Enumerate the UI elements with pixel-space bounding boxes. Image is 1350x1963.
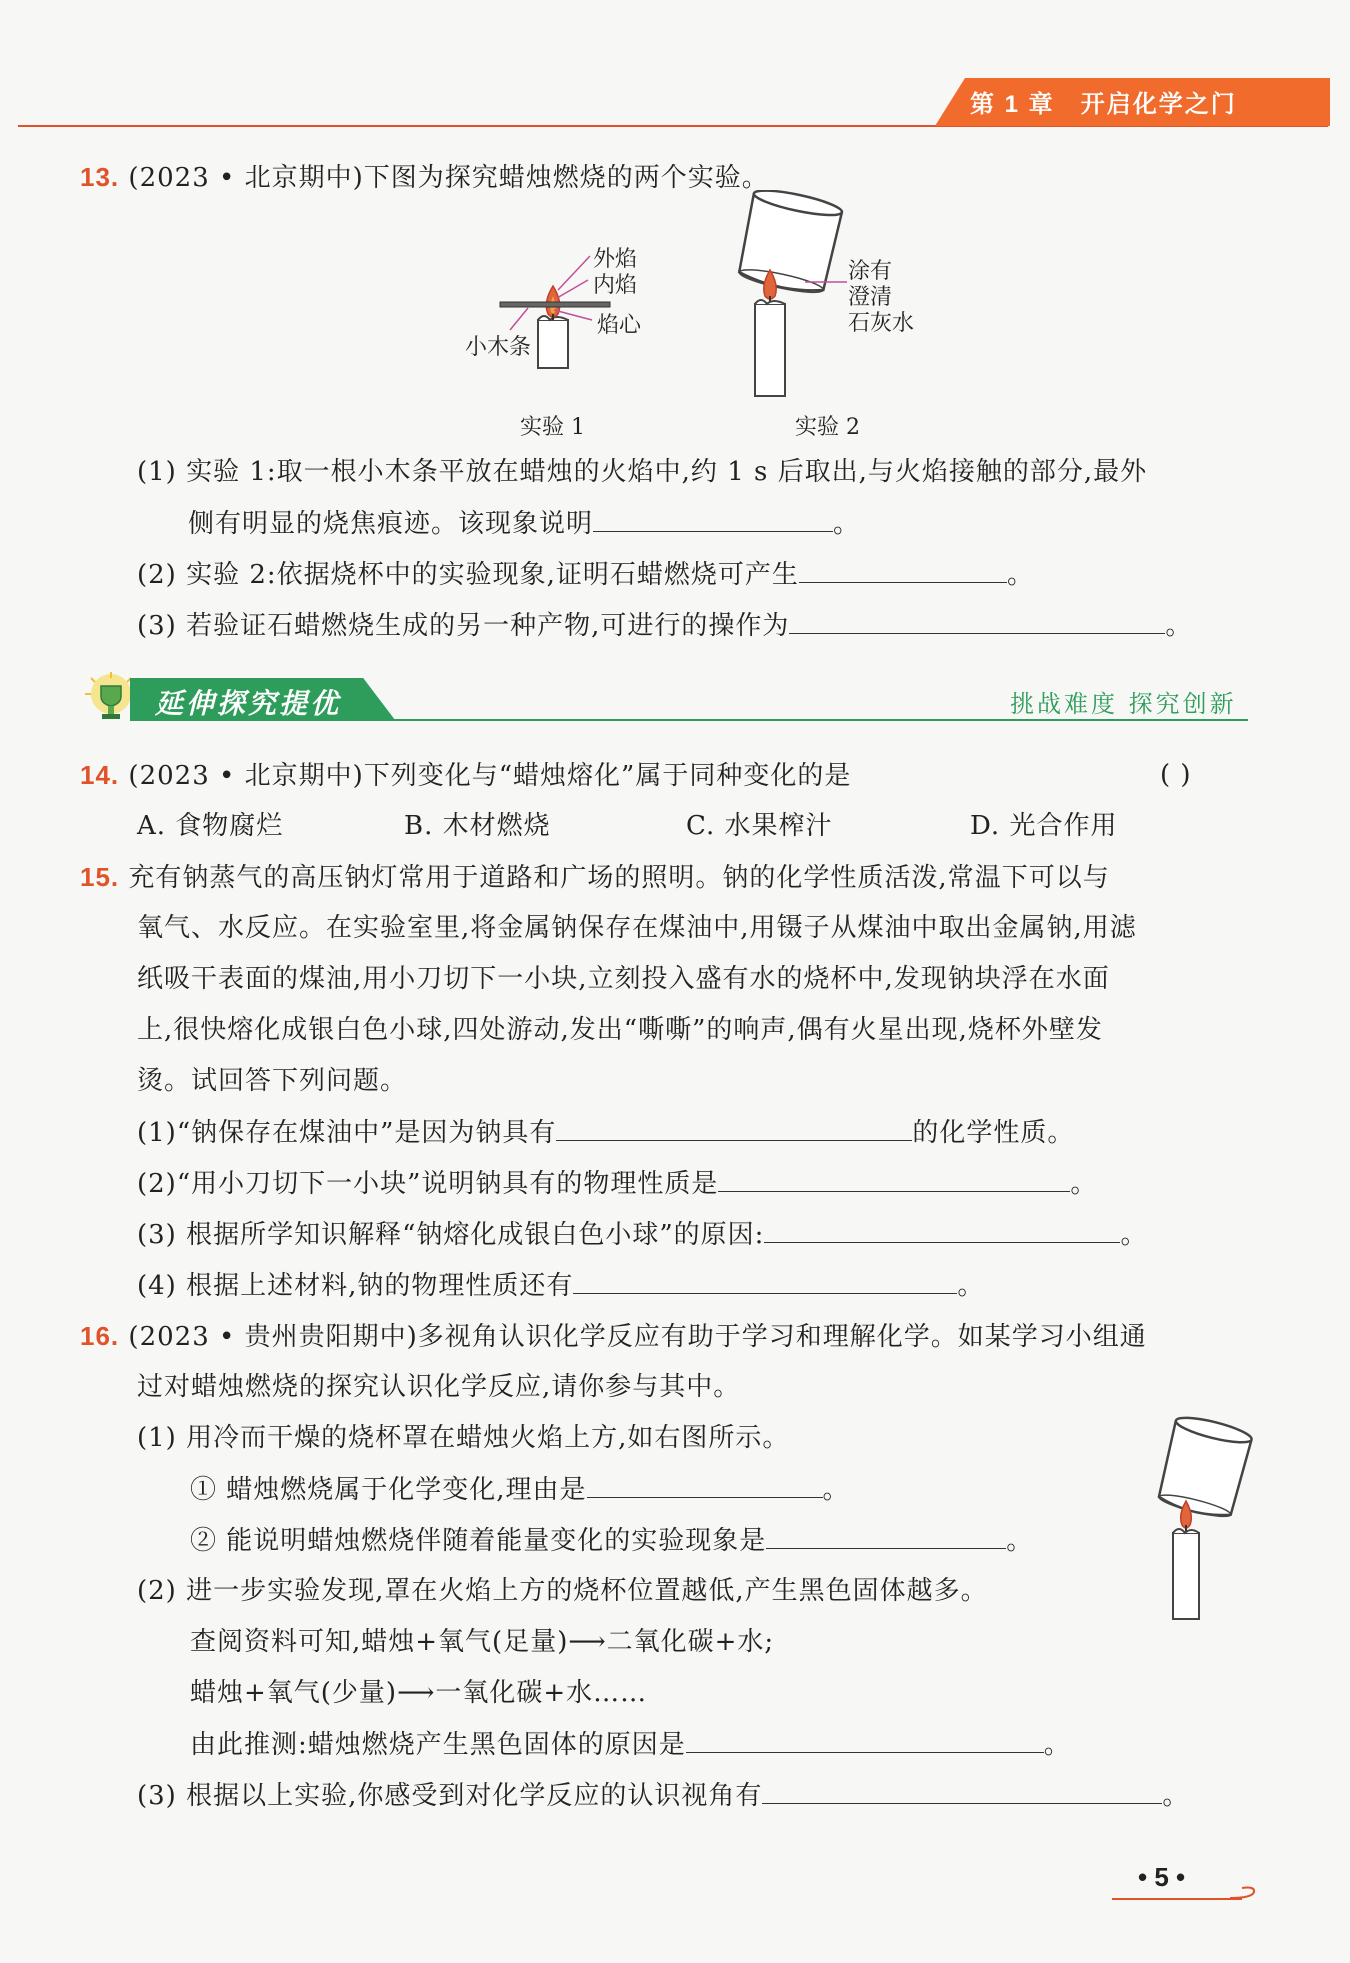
q16-part1-b (190, 1523, 1033, 1558)
q13-stem: 下图为探究蜡烛燃烧的两个实验。 (363, 163, 769, 193)
answer-blank[interactable] (587, 1472, 823, 1498)
q16-part2-inference (190, 1727, 1071, 1762)
q13-number: 13. (80, 162, 120, 192)
q15-part4 (137, 1268, 984, 1303)
period: 。 (957, 1271, 985, 1301)
q15-line1 (80, 860, 1110, 895)
q16-part3-text: (3) 根据以上实验,你感受到对化学反应的认识视角有 (137, 1781, 763, 1811)
q16-stem-line2: 过对蜡烛燃烧的探究认识化学反应,请你参与其中。 (137, 1372, 741, 1402)
answer-blank[interactable] (593, 506, 833, 532)
q16-part2-inference-text: 由此推测:蜡烛燃烧产生黑色固体的原因是 (190, 1730, 686, 1760)
label-limewater: 石灰水 (848, 311, 915, 336)
label-wood-stick: 小木条 (465, 335, 532, 360)
q15-part3 (137, 1217, 1147, 1252)
q14-option-d[interactable]: D. 光合作用 (970, 811, 1118, 841)
q16-header (80, 1319, 1147, 1354)
q16-number: 16. (80, 1321, 120, 1351)
q16-part1-b-text: ② 能说明蜡烛燃烧伴随着能量变化的实验现象是 (190, 1526, 767, 1556)
period: 。 (1120, 1220, 1148, 1250)
answer-blank[interactable] (764, 1217, 1120, 1243)
label-clear: 澄清 (848, 285, 893, 310)
q15-part2 (137, 1166, 1097, 1201)
chapter-heading (970, 84, 1237, 119)
beaker-over-candle-figure (1150, 1415, 1260, 1625)
q13-source: (2023 • 北京期中) (128, 163, 364, 193)
q15-line2: 氧气、水反应。在实验室里,将金属钠保存在煤油中,用镊子从煤油中取出金属钠,用滤 (137, 913, 1137, 943)
label-coated: 涂有 (848, 259, 893, 284)
q16-stem: 多视角认识化学反应有助于学习和理解化学。如某学习小组通 (417, 1322, 1147, 1352)
page-number: • 5 • (1138, 1862, 1186, 1892)
q16-part1: (1) 用冷而干燥的烧杯罩在蜡烛火焰上方,如右图所示。 (137, 1423, 790, 1453)
chapter-title: 开启化学之门 (1080, 91, 1237, 118)
q15-part1 (137, 1115, 1074, 1150)
experiment-1-caption: 实验 1 (520, 415, 585, 440)
q16-part1-a-text: ① 蜡烛燃烧属于化学变化,理由是 (190, 1475, 587, 1505)
q14-answer-paren[interactable]: ( ) (1160, 760, 1192, 790)
q13-part1-text: 侧有明显的烧焦痕迹。该现象说明 (188, 509, 594, 539)
answer-blank[interactable] (789, 608, 1165, 634)
label-flame-core: 焰心 (597, 313, 642, 338)
period: 。 (1165, 611, 1193, 641)
q15-line5: 烫。试回答下列问题。 (137, 1066, 408, 1096)
period: 。 (822, 1475, 850, 1505)
q15-part4-text: (4) 根据上述材料,钠的物理性质还有 (137, 1271, 574, 1301)
q15-part1-tail: 的化学性质。 (912, 1118, 1075, 1148)
q16-part2-equation2: 蜡烛+氧气(少量)⟶一氧化碳+水…… (190, 1678, 648, 1708)
period: 。 (833, 509, 861, 539)
wood-stick (500, 302, 610, 307)
q15-line3: 纸吸干表面的煤油,用小刀切下一小块,立刻投入盛有水的烧杯中,发现钠块浮在水面 (137, 964, 1110, 994)
inverted-beaker (736, 190, 844, 297)
period: 。 (1070, 1169, 1098, 1199)
q15-part1-text: (1)“钠保存在煤油中”是因为钠具有 (137, 1118, 557, 1148)
q14-number: 14. (80, 760, 120, 790)
experiment-2-figure (725, 190, 855, 400)
q13-part2-text: (2) 实验 2:依据烧杯中的实验现象,证明石蜡燃烧可产生 (137, 560, 799, 590)
q14-source: (2023 • 北京期中) (128, 761, 364, 791)
q14-option-c[interactable]: C. 水果榨汁 (686, 811, 833, 841)
candle-body-2 (755, 304, 785, 396)
answer-blank[interactable] (556, 1115, 912, 1141)
section-tagline: 挑战难度 探究创新 (1010, 690, 1237, 718)
q15-text: 充有钠蒸气的高压钠灯常用于道路和广场的照明。钠的化学性质活泼,常温下可以与 (128, 863, 1110, 893)
section-title: 延伸探究提优 (155, 688, 342, 719)
q14-header (80, 758, 851, 793)
q13-part2 (137, 557, 1034, 592)
answer-blank[interactable] (686, 1727, 1044, 1753)
answer-blank[interactable] (573, 1268, 957, 1294)
candle-body (538, 320, 568, 368)
q14-stem: 下列变化与“蜡烛熔化”属于同种变化的是 (363, 761, 852, 791)
q13-part1-line2 (188, 506, 860, 541)
period: 。 (1006, 560, 1034, 590)
period: 。 (1043, 1730, 1071, 1760)
q15-part3-text: (3) 根据所学知识解释“钠熔化成银白色小球”的原因: (137, 1220, 765, 1250)
q13-part3 (137, 608, 1192, 643)
experiment-2-caption: 实验 2 (795, 415, 860, 440)
answer-blank[interactable] (766, 1523, 1006, 1549)
q15-part2-text: (2)“用小刀切下一小块”说明钠具有的物理性质是 (137, 1169, 719, 1199)
q16-part2: (2) 进一步实验发现,罩在火焰上方的烧杯位置越低,产生黑色固体越多。 (137, 1576, 988, 1606)
section-rule (130, 719, 1248, 721)
q16-part3 (137, 1778, 1189, 1813)
period: 。 (1162, 1781, 1190, 1811)
trophy-icon (85, 672, 137, 726)
page-curl-icon (1230, 1884, 1260, 1904)
q14-option-b[interactable]: B. 木材燃烧 (404, 811, 551, 841)
q16-part1-a (190, 1472, 850, 1507)
q14-option-a[interactable]: A. 食物腐烂 (137, 811, 284, 841)
q15-number: 15. (80, 862, 120, 892)
answer-blank[interactable] (718, 1166, 1070, 1192)
q16-source: (2023 • 贵州贵阳期中) (128, 1322, 418, 1352)
label-inner-flame: 内焰 (593, 273, 638, 298)
answer-blank[interactable] (762, 1778, 1162, 1804)
q13-part3-text: (3) 若验证石蜡燃烧生成的另一种产物,可进行的操作为 (137, 611, 790, 641)
page-number-rule (1112, 1898, 1242, 1900)
chapter-number: 第 1 章 (970, 91, 1055, 118)
q13-part1-line1: (1) 实验 1:取一根小木条平放在蜡烛的火焰中,约 1 s 后取出,与火焰接触的部分,最外 (137, 457, 1148, 487)
q16-part2-equation1: 查阅资料可知,蜡烛+氧气(足量)⟶二氧化碳+水; (190, 1627, 775, 1657)
q15-line4: 上,很快熔化成银白色小球,四处游动,发出“嘶嘶”的响声,偶有火星出现,烧杯外壁发 (137, 1015, 1103, 1045)
period: 。 (1006, 1526, 1034, 1556)
label-outer-flame: 外焰 (593, 247, 638, 272)
answer-blank[interactable] (799, 557, 1007, 583)
q13-header (80, 160, 769, 195)
